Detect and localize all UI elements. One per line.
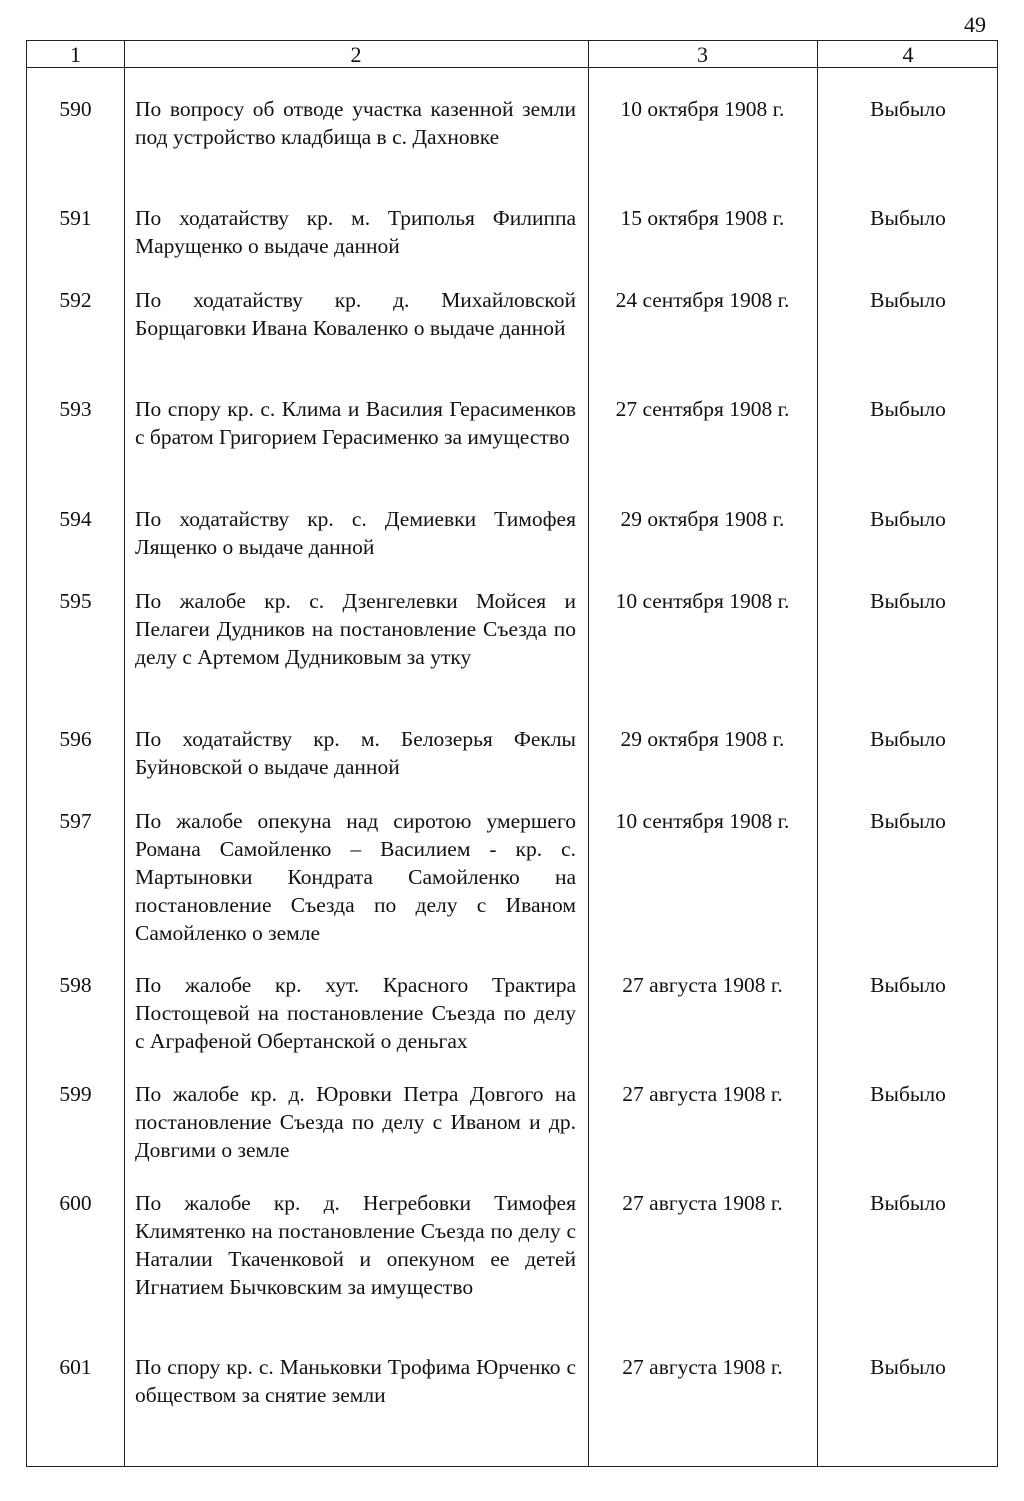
- row-description: По ходатайству кр. с. Демиевки Тимофея Лященко о выдаче данной: [135, 507, 576, 559]
- row-description: По жалобе кр. д. Юровки Петра Довгого на постановление Съезда по делу с Иваном и др. Довгими о земле: [135, 1082, 576, 1162]
- header-col-1: 1: [70, 42, 81, 67]
- header-col-3: 3: [697, 42, 708, 67]
- row-number: 592: [59, 288, 92, 312]
- row-description: По жалобе кр. д. Негребовки Тимофея Климятенко на постановление Съезда по делу с Наталии Ткаченковой и опекуном ее детей Игнатием Бычковским за имущество: [135, 1191, 576, 1299]
- row-number: 596: [59, 727, 92, 751]
- page-number: 49: [964, 12, 986, 37]
- row-date: 27 августа 1908 г.: [622, 1191, 783, 1215]
- row-date: 27 августа 1908 г.: [622, 1082, 783, 1106]
- row-status: Выбыло: [870, 397, 946, 421]
- column-divider: [588, 41, 589, 1466]
- row-status: Выбыло: [870, 973, 946, 997]
- row-number: 591: [59, 206, 92, 230]
- row-status: Выбыло: [870, 206, 946, 230]
- row-description: По ходатайству кр. м. Белозерья Феклы Буйновской о выдаче данной: [135, 727, 576, 779]
- row-number: 590: [59, 97, 92, 121]
- row-date: 27 августа 1908 г.: [622, 973, 783, 997]
- header-col-4: 4: [902, 42, 914, 67]
- row-status: Выбыло: [870, 507, 946, 531]
- row-description: По спору кр. с. Клима и Василия Герасименков с братом Григорием Герасименко за имущество: [135, 397, 576, 449]
- table-header: [27, 41, 997, 68]
- row-date: 24 сентября 1908 г.: [615, 288, 790, 312]
- register-table: [26, 40, 998, 1467]
- row-status: Выбыло: [870, 1191, 946, 1215]
- column-divider: [817, 41, 818, 1466]
- row-number: 594: [59, 507, 92, 531]
- row-number: 600: [59, 1191, 92, 1215]
- row-date: 10 сентября 1908 г.: [615, 809, 790, 833]
- row-date: 29 октября 1908 г.: [620, 507, 785, 531]
- row-description: По жалобе кр. хут. Красного Трактира Постощевой на постановление Съезда по делу с Аграфеной Обертанской о деньгах: [135, 973, 576, 1053]
- column-divider: [124, 41, 125, 1466]
- row-number: 597: [59, 809, 92, 833]
- row-number: 601: [59, 1355, 92, 1379]
- row-description: По ходатайству кр. м. Триполья Филиппа Марущенко о выдаче данной: [135, 206, 576, 258]
- row-description: По спору кр. с. Маньковки Трофима Юрченко с обществом за снятие земли: [135, 1355, 576, 1407]
- row-description: По вопросу об отводе участка казенной земли под устройство кладбища в с. Дахновке: [135, 97, 576, 149]
- row-number: 599: [59, 1082, 92, 1106]
- row-number: 598: [59, 973, 92, 997]
- row-description: По жалобе опекуна над сиротою умершего Романа Самойленко – Василием - кр. с. Мартыновки Кондрата Самойленко на постановление Съезда по делу с Иваном Самойленко о земле: [135, 809, 576, 945]
- row-date: 27 сентября 1908 г.: [615, 397, 790, 421]
- row-description: По жалобе кр. с. Дзенгелевки Мойсея и Пелагеи Дудников на постановление Съезда по делу с Артемом Дудниковым за утку: [135, 589, 576, 669]
- row-status: Выбыло: [870, 727, 946, 751]
- row-date: 29 октября 1908 г.: [620, 727, 785, 751]
- row-status: Выбыло: [870, 809, 946, 833]
- row-date: 27 августа 1908 г.: [622, 1355, 783, 1379]
- row-status: Выбыло: [870, 288, 946, 312]
- row-date: 15 октября 1908 г.: [620, 206, 785, 230]
- row-status: Выбыло: [870, 1082, 946, 1106]
- row-status: Выбыло: [870, 97, 946, 121]
- row-date: 10 сентября 1908 г.: [615, 589, 790, 613]
- row-description: По ходатайству кр. д. Михайловской Борщаговки Ивана Коваленко о выдаче данной: [135, 288, 576, 340]
- row-number: 595: [59, 589, 92, 613]
- row-date: 10 октября 1908 г.: [620, 97, 785, 121]
- header-col-2: 2: [350, 42, 362, 67]
- row-status: Выбыло: [870, 589, 946, 613]
- row-status: Выбыло: [870, 1355, 946, 1379]
- row-number: 593: [59, 397, 92, 421]
